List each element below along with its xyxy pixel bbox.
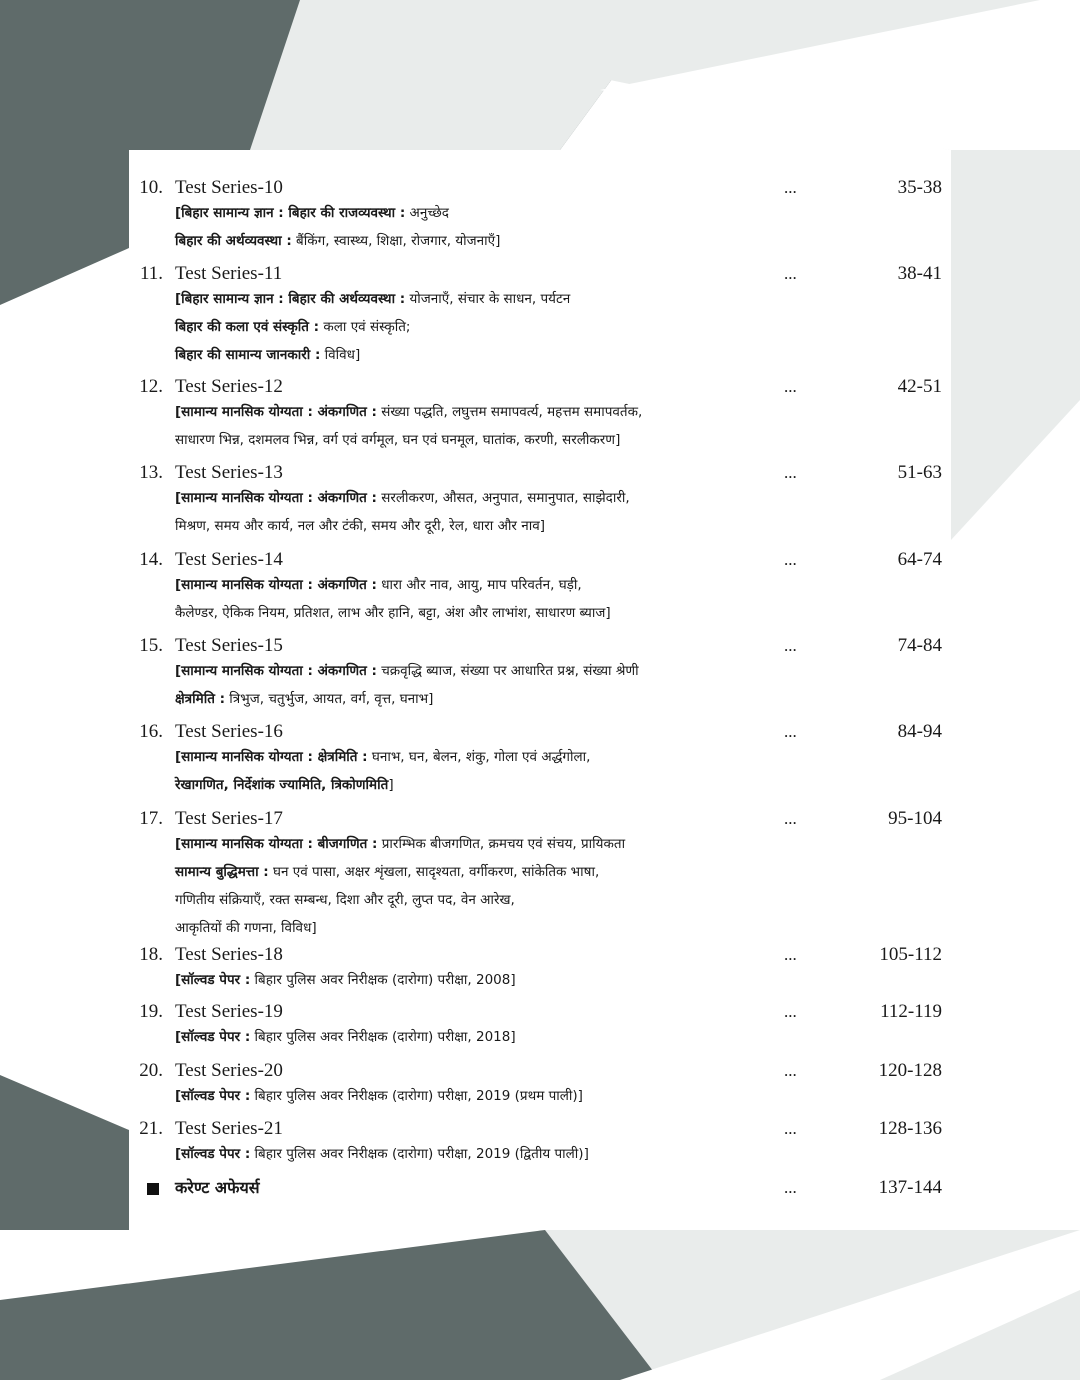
description-bold-heading: क्षेत्रमिति : bbox=[175, 691, 225, 707]
entry-description-line bbox=[175, 402, 795, 422]
description-bold-heading: बिहार की अर्थव्यवस्था : bbox=[175, 233, 292, 249]
description-bold-heading: [सामान्य मानसिक योग्यता : क्षेत्रमिति : bbox=[175, 749, 368, 765]
entry-description-line bbox=[175, 890, 795, 910]
entry-number: 11. bbox=[139, 263, 163, 284]
entry-description-line bbox=[175, 488, 795, 508]
entry-description-line bbox=[175, 430, 795, 450]
description-text: बिहार पुलिस अवर निरीक्षक (दारोगा) परीक्षा, 2019 (प्रथम पाली)] bbox=[250, 1088, 583, 1104]
entry-leader-dots: ... bbox=[784, 1061, 797, 1080]
entry-leader-dots: ... bbox=[784, 722, 797, 741]
entry-title: करेण्ट अफेयर्स bbox=[175, 1178, 260, 1197]
description-text: कैलेण्डर, ऐकिक नियम, प्रतिशत, लाभ और हानि, बट्टा, अंश और लाभांश, साधारण ब्याज] bbox=[175, 605, 611, 621]
contents-panel bbox=[129, 150, 951, 1230]
entry-leader-dots: ... bbox=[784, 1002, 797, 1021]
entry-page-range: 120-128 bbox=[878, 1060, 942, 1081]
entry-leader-dots: ... bbox=[784, 1119, 797, 1138]
bg-shape-left-dark bbox=[0, 172, 129, 305]
entry-number: 17. bbox=[139, 808, 163, 829]
description-bold-heading: [सॉल्वड पेपर : bbox=[175, 1146, 251, 1162]
entry-page-range: 35-38 bbox=[897, 177, 942, 198]
description-text: सरलीकरण, औसत, अनुपात, समानुपात, साझेदारी, bbox=[376, 490, 630, 506]
description-bold-heading: [सॉल्वड पेपर : bbox=[175, 1029, 251, 1045]
entry-page-range: 112-119 bbox=[880, 1001, 942, 1022]
description-bold-heading: [बिहार सामान्य ज्ञान : बिहार की अर्थव्यवस्था : bbox=[175, 291, 406, 307]
entry-leader-dots: ... bbox=[784, 377, 797, 396]
entry-title: Test Series-20 bbox=[175, 1060, 283, 1081]
entry-description-line bbox=[175, 289, 795, 309]
entry-description-line bbox=[175, 862, 795, 882]
description-text: बिहार पुलिस अवर निरीक्षक (दारोगा) परीक्षा, 2008] bbox=[250, 972, 516, 988]
entry-number: 12. bbox=[139, 376, 163, 397]
description-bold-heading: [सामान्य मानसिक योग्यता : अंकगणित : bbox=[175, 490, 377, 506]
description-text: संख्या पद्धति, लघुत्तम समापवर्त्य, महत्तम समापवर्तक, bbox=[376, 404, 643, 420]
description-bold-heading: सामान्य बुद्धिमत्ता : bbox=[175, 864, 269, 880]
entry-leader-dots: ... bbox=[784, 264, 797, 283]
entry-description-line bbox=[175, 575, 795, 595]
description-text: योजनाएँ, संचार के साधन, पर्यटन bbox=[405, 291, 571, 307]
entry-description-line bbox=[175, 1027, 795, 1047]
entry-description-line bbox=[175, 231, 795, 251]
entry-description-line bbox=[175, 834, 795, 854]
entry-leader-dots: ... bbox=[784, 809, 797, 828]
entry-leader-dots: ... bbox=[784, 463, 797, 482]
entry-title: Test Series-12 bbox=[175, 376, 283, 397]
entry-title: Test Series-11 bbox=[175, 263, 283, 284]
entry-description-line bbox=[175, 1144, 795, 1164]
entry-description-line bbox=[175, 661, 795, 681]
entry-description-line bbox=[175, 970, 795, 990]
description-bold-heading: [सॉल्वड पेपर : bbox=[175, 1088, 251, 1104]
description-bold-heading: रेखागणित, निर्देशांक ज्यामिति, त्रिकोणमिति bbox=[175, 777, 389, 793]
description-bold-heading: बिहार की सामान्य जानकारी : bbox=[175, 347, 321, 363]
description-text: विविध] bbox=[320, 347, 361, 363]
description-bold-heading: [बिहार सामान्य ज्ञान : बिहार की राजव्यवस्था : bbox=[175, 205, 406, 221]
entry-number: 18. bbox=[139, 944, 163, 965]
entry-title: Test Series-16 bbox=[175, 721, 283, 742]
entry-title: Test Series-17 bbox=[175, 808, 283, 829]
description-text: बिहार पुलिस अवर निरीक्षक (दारोगा) परीक्षा, 2018] bbox=[250, 1029, 516, 1045]
square-bullet-icon bbox=[147, 1183, 159, 1195]
entry-description-line bbox=[175, 203, 795, 223]
description-text: चक्रवृद्धि ब्याज, संख्या पर आधारित प्रश्न, संख्या श्रेणी bbox=[376, 663, 639, 679]
entry-description-line bbox=[175, 775, 795, 795]
entry-description-line bbox=[175, 1086, 795, 1106]
bg-shape-left-dark-bottom bbox=[0, 1075, 129, 1230]
entry-leader-dots: ... bbox=[784, 945, 797, 964]
description-text: घनाभ, घन, बेलन, शंकु, गोला एवं अर्द्धगोला, bbox=[367, 749, 591, 765]
entry-leader-dots: ... bbox=[784, 636, 797, 655]
entry-number: 20. bbox=[139, 1060, 163, 1081]
entry-description-line bbox=[175, 317, 795, 337]
entry-title: Test Series-15 bbox=[175, 635, 283, 656]
description-text: धारा और नाव, आयु, माप परिवर्तन, घड़ी, bbox=[376, 577, 582, 593]
description-text: गणितीय संक्रियाएँ, रक्त सम्बन्ध, दिशा और दूरी, लुप्त पद, वेन आरेख, bbox=[175, 892, 515, 908]
entry-description-line bbox=[175, 516, 795, 536]
entry-description-line bbox=[175, 603, 795, 623]
entry-description-line bbox=[175, 689, 795, 709]
entry-description-line bbox=[175, 918, 795, 938]
entry-page-range: 42-51 bbox=[897, 376, 942, 397]
entry-number: 19. bbox=[139, 1001, 163, 1022]
entry-page-range: 128-136 bbox=[878, 1118, 942, 1139]
description-text: कला एवं संस्कृति; bbox=[319, 319, 411, 335]
description-bold-heading: [सामान्य मानसिक योग्यता : अंकगणित : bbox=[175, 404, 377, 420]
entry-page-range: 74-84 bbox=[897, 635, 942, 656]
description-text: साधारण भिन्न, दशमलव भिन्न, वर्ग एवं वर्गमूल, घन एवं घनमूल, घातांक, करणी, सरलीकरण] bbox=[175, 432, 621, 448]
entry-number: 10. bbox=[139, 177, 163, 198]
entry-leader-dots: ... bbox=[784, 550, 797, 569]
description-text: ] bbox=[388, 777, 394, 793]
description-text: घन एवं पासा, अक्षर शृंखला, सादृश्यता, वर्गीकरण, सांकेतिक भाषा, bbox=[268, 864, 600, 880]
entry-page-range: 51-63 bbox=[897, 462, 942, 483]
description-text: मिश्रण, समय और कार्य, नल और टंकी, समय और दूरी, रेल, धारा और नाव] bbox=[175, 518, 545, 534]
description-bold-heading: [सामान्य मानसिक योग्यता : अंकगणित : bbox=[175, 663, 377, 679]
description-text: प्रारम्भिक बीजगणित, क्रमचय एवं संचय, प्रायिकता bbox=[377, 836, 626, 852]
entry-title: Test Series-14 bbox=[175, 549, 283, 570]
description-bold-heading: [सामान्य मानसिक योग्यता : अंकगणित : bbox=[175, 577, 377, 593]
entry-description-line bbox=[175, 747, 795, 767]
entry-title: Test Series-10 bbox=[175, 177, 283, 198]
entry-number: 21. bbox=[139, 1118, 163, 1139]
entry-title: Test Series-18 bbox=[175, 944, 283, 965]
entry-page-range: 105-112 bbox=[879, 944, 942, 965]
description-bold-heading: बिहार की कला एवं संस्कृति : bbox=[175, 319, 320, 335]
entry-leader-dots: ... bbox=[784, 1178, 797, 1197]
entry-number: 15. bbox=[139, 635, 163, 656]
entry-page-range: 64-74 bbox=[897, 549, 942, 570]
description-text: बिहार पुलिस अवर निरीक्षक (दारोगा) परीक्षा, 2019 (द्वितीय पाली)] bbox=[250, 1146, 589, 1162]
entry-number: 13. bbox=[139, 462, 163, 483]
entry-page-range: 137-144 bbox=[878, 1177, 942, 1198]
bg-shape-right-white bbox=[951, 400, 1080, 1230]
entry-title: Test Series-21 bbox=[175, 1118, 283, 1139]
entry-description-line bbox=[175, 345, 795, 365]
entry-page-range: 38-41 bbox=[897, 263, 942, 284]
description-text: अनुच्छेद bbox=[405, 205, 449, 221]
description-text: आकृतियों की गणना, विविध] bbox=[175, 920, 317, 936]
entry-leader-dots: ... bbox=[784, 178, 797, 197]
description-bold-heading: [सामान्य मानसिक योग्यता : बीजगणित : bbox=[175, 836, 378, 852]
description-bold-heading: [सॉल्वड पेपर : bbox=[175, 972, 251, 988]
entry-title: Test Series-13 bbox=[175, 462, 283, 483]
entry-page-range: 95-104 bbox=[888, 808, 942, 829]
entry-number: 14. bbox=[139, 549, 163, 570]
entry-page-range: 84-94 bbox=[897, 721, 942, 742]
bg-shape-top-light-center bbox=[250, 0, 670, 150]
description-text: त्रिभुज, चतुर्भुज, आयत, वर्ग, वृत्त, घनाभ] bbox=[225, 691, 434, 707]
entry-title: Test Series-19 bbox=[175, 1001, 283, 1022]
entry-number: 16. bbox=[139, 721, 163, 742]
description-text: बैंकिंग, स्वास्थ्य, शिक्षा, रोजगार, योजनाएँ] bbox=[291, 233, 501, 249]
